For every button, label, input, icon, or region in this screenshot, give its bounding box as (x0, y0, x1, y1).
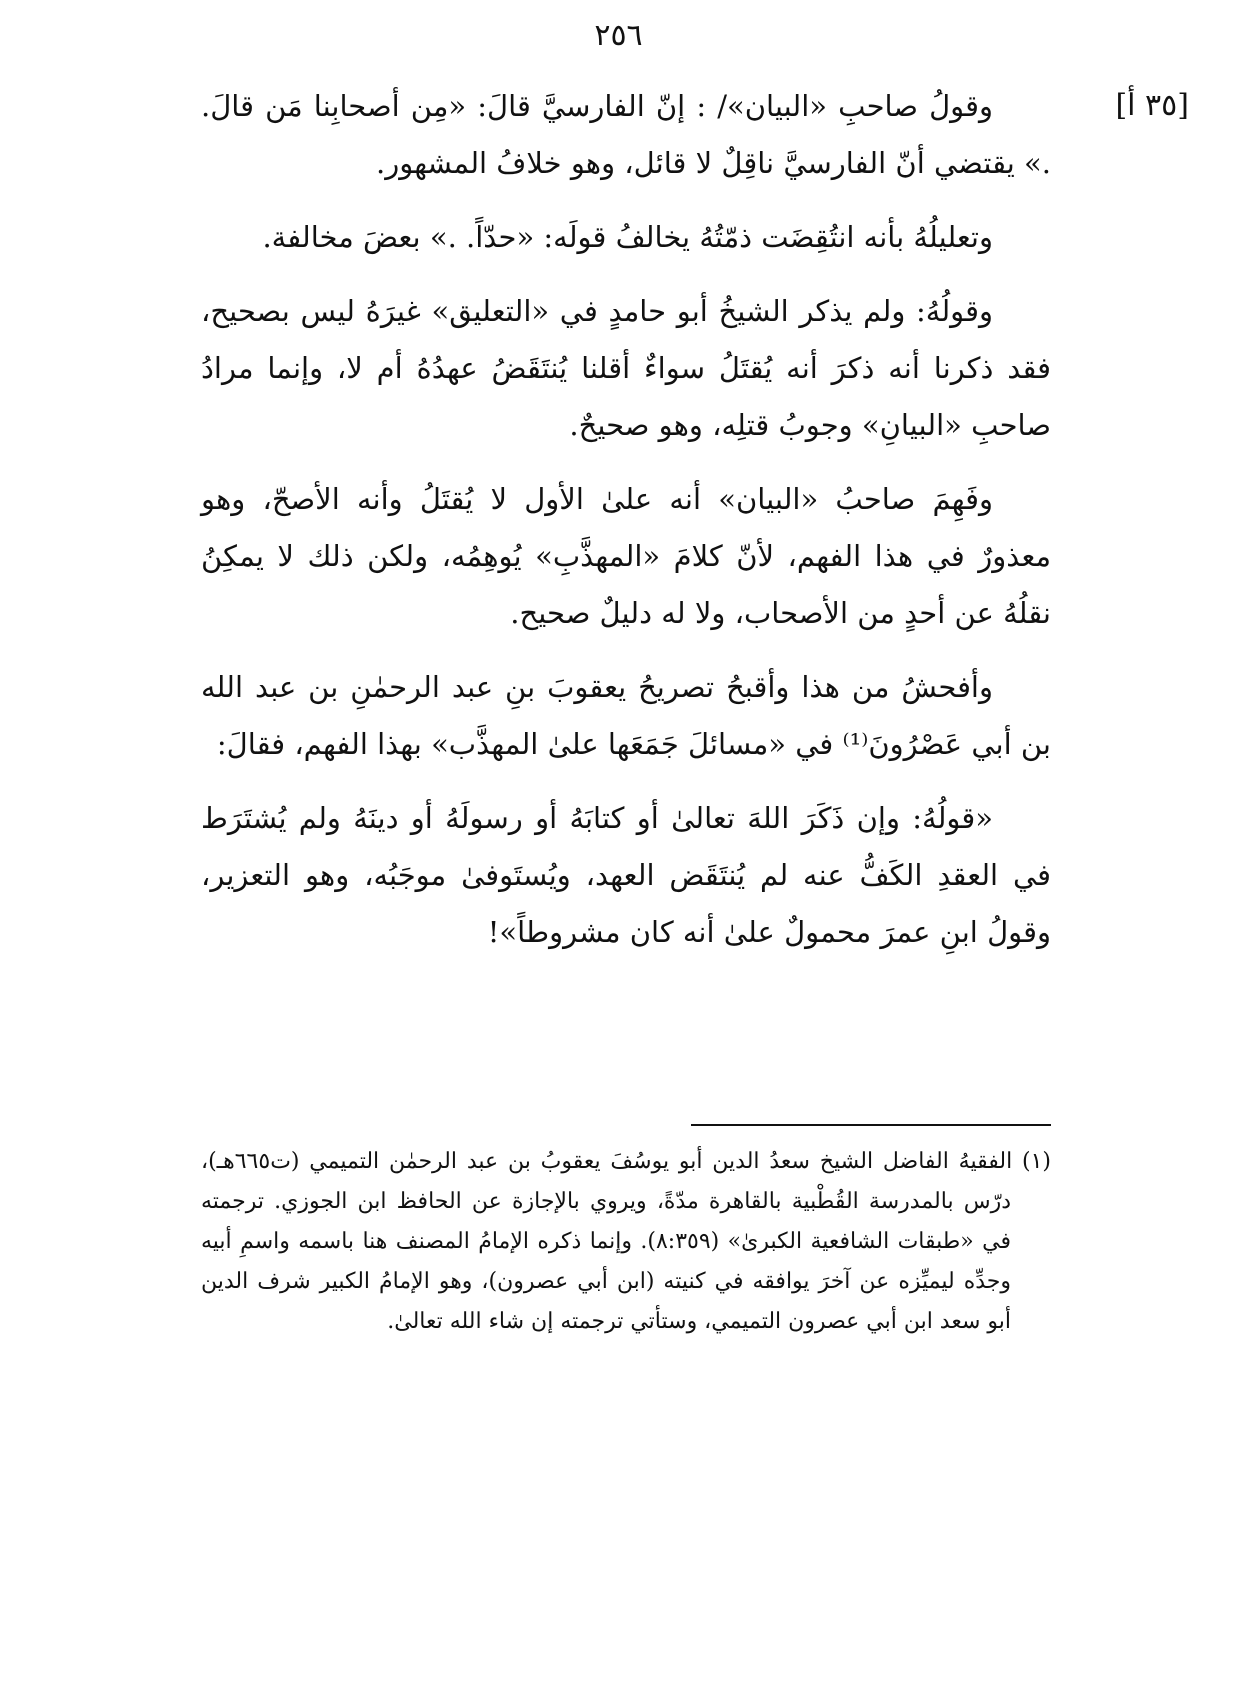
footnotes (201, 1142, 1051, 1342)
paragraph: وقولُ صاحبِ «البيان»/ : إنّ الفارسيَّ قالَ: «مِن أصحابِنا مَن قالَ. .» يقتضي أنّ الفارسيَّ ناقِلٌ لا قائل، وهو خلافُ المشهور. (201, 89, 1051, 180)
footnote: (١) الفقيهُ الفاضل الشيخ سعدُ الدين أبو يوسُفَ يعقوبُ بن عبد الرحمٰن التميمي (ت٦٦٥هـ)، درّس بالمدرسة القُطْبية بالقاهرة مدّةً، ويروي بالإجازة عن الحافظ ابن الجوزي. ترجمته في «طبقات الشافعية الكبرىٰ» (٨:٣٥٩). وإنما ذكره الإمامُ المصنف هنا باسمه واسمِ أبيه وجدِّه ليميِّزه عن آخرَ يوافقه في كنيته (ابن أبي عصرون)، وهو الإمامُ الكبير شرف الدين أبو سعد ابن أبي عصرون التميمي، وستأتي ترجمته إن شاء الله تعالىٰ. (201, 1149, 1051, 1334)
main-text (201, 78, 1051, 978)
footnote-separator (691, 1124, 1051, 1126)
paragraph: وفَهِمَ صاحبُ «البيان» أنه علىٰ الأول لا يُقتَلُ وأنه الأصحّ، وهو معذورٌ في هذا الفهم، لأنّ كلامَ «المهذَّبِ» يُوهِمُه، ولكن ذلك لا يمكِنُ نقلُهُ عن أحدٍ من الأصحاب، ولا له دليلٌ صحيح. (201, 482, 1051, 630)
page-number: ٢٥٦ (594, 18, 643, 53)
folio-marker: [٣٥ أ] (1115, 88, 1189, 123)
paragraph: وأفحشُ من هذا وأقبحُ تصريحُ يعقوبَ بنِ عبد الرحمٰنِ بن عبد الله بن أبي عَصْرُونَ⁽¹⁾ في «مسائلَ جَمَعَها علىٰ المهذَّب» بهذا الفهم، فقالَ: (201, 670, 1051, 761)
paragraph: وقولُهُ: ولم يذكر الشيخُ أبو حامدٍ في «التعليق» غيرَهُ ليس بصحيح، فقد ذكرنا أنه ذكرَ أنه يُقتَلُ سواءٌ أقلنا يُنتَقَضُ عهدُهُ أم لا، وإنما مرادُ صاحبِ «البيانِ» وجوبُ قتلِه، وهو صحيحٌ. (201, 294, 1051, 442)
paragraph: «قولُهُ: وإن ذَكَرَ اللهَ تعالىٰ أو كتابَهُ أو رسولَهُ أو دينَهُ ولم يُشتَرَط في العقدِ الكَفُّ عنه لم يُنتَقَض العهد، ويُستَوفىٰ موجَبُه، وهو التعزير، وقولُ ابنِ عمرَ محمولٌ علىٰ أنه كان مشروطاً»! (201, 801, 1052, 949)
paragraph: وتعليلُهُ بأنه انتُقِضَت ذمّتُهُ يخالفُ قولَه: «حدّاً. .» بعضَ مخالفة. (262, 220, 993, 254)
